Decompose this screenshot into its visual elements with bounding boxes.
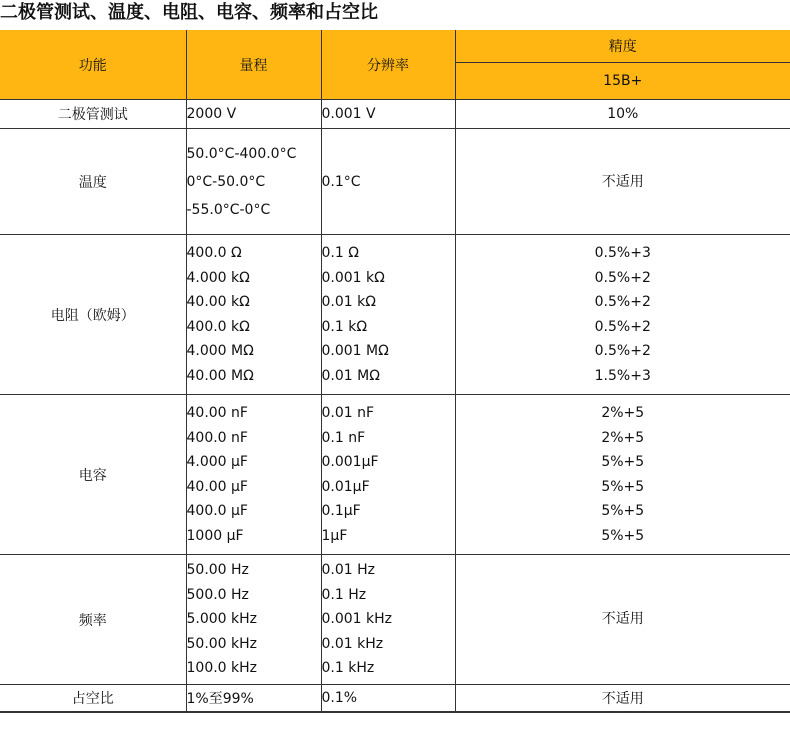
header-model: 15B+ — [455, 63, 790, 100]
resolution-value: 0.01 kHz — [321, 635, 384, 652]
accuracy-value: 不适用 — [601, 173, 644, 190]
resolution-value: 0.1% — [321, 690, 358, 706]
page-title: 二极管测试、温度、电阻、电容、频率和占空比 — [0, 2, 378, 23]
range-value: 40.00 µF — [186, 478, 248, 495]
resolution-value: 0.1µF — [321, 503, 361, 519]
accuracy-value: 0.5%+3 — [594, 245, 651, 261]
function-cell: 温度 — [0, 129, 186, 235]
range-value: 0°C-50.0°C — [186, 173, 266, 190]
resolution-value: 0.1 Hz — [321, 586, 367, 603]
range-value: 1000 µF — [186, 527, 244, 544]
resolution-value: 0.01µF — [321, 478, 370, 495]
resolution-value: 0.1 kHz — [321, 660, 375, 677]
resolution-value: 0.1°C — [321, 173, 361, 190]
range-value: 500.0 Hz — [186, 586, 249, 603]
range-value: 40.00 kΩ — [186, 294, 250, 310]
resolution-value: 0.1 kΩ — [321, 318, 368, 335]
range-value: 2000 V — [186, 106, 237, 122]
accuracy-value: 不适用 — [601, 611, 644, 628]
range-value: 1%至99% — [186, 691, 254, 707]
accuracy-value: 2%+5 — [601, 405, 645, 421]
accuracy-value: 不适用 — [601, 691, 644, 707]
header-range: 量程 — [186, 30, 321, 100]
range-value: 4.000 µF — [186, 454, 248, 470]
range-value: 5.000 kHz — [186, 611, 258, 628]
range-value: 400.0 kΩ — [186, 318, 250, 335]
table-row — [0, 129, 790, 235]
accuracy-value: 0.5%+2 — [594, 294, 651, 310]
range-value: 40.00 nF — [186, 405, 248, 421]
resolution-value: 0.01 nF — [321, 405, 375, 421]
accuracy-value: 5%+5 — [601, 478, 645, 495]
resolution-value: 0.001 MΩ — [321, 343, 389, 359]
resolution-value: 0.01 MΩ — [321, 367, 380, 384]
resolution-value: 0.1 nF — [321, 429, 366, 446]
range-value: 50.0°C-400.0°C — [186, 145, 297, 162]
resolution-value: 0.001 kHz — [321, 611, 393, 628]
accuracy-value: 10% — [607, 106, 639, 122]
resolution-value: 0.001µF — [321, 454, 379, 470]
resolution-value: 0.1 Ω — [321, 245, 359, 261]
accuracy-value: 0.5%+2 — [594, 343, 651, 359]
resolution-value: 0.01 Hz — [321, 562, 375, 579]
range-value: 400.0 µF — [186, 503, 248, 519]
range-value: 50.00 kHz — [186, 635, 258, 652]
table-row — [0, 235, 790, 395]
range-value: 4.000 kΩ — [186, 269, 250, 286]
accuracy-value: 5%+5 — [601, 454, 645, 470]
range-value: 50.00 Hz — [186, 562, 249, 579]
spec-table — [0, 30, 790, 713]
resolution-value: 0.001 V — [321, 106, 376, 122]
table-row — [0, 100, 790, 129]
header-resolution: 分辨率 — [321, 30, 455, 100]
accuracy-value: 5%+5 — [601, 503, 645, 519]
range-value: 4.000 MΩ — [186, 343, 254, 359]
table-row — [0, 555, 790, 685]
header-accuracy: 精度 — [455, 30, 790, 63]
accuracy-value: 5%+5 — [601, 527, 645, 544]
accuracy-value: 1.5%+3 — [594, 367, 651, 384]
accuracy-value: 0.5%+2 — [594, 269, 651, 286]
range-value: 100.0 kHz — [186, 660, 258, 677]
function-cell: 频率 — [0, 555, 186, 685]
range-value: -55.0°C-0°C — [186, 201, 271, 218]
resolution-value: 0.001 kΩ — [321, 269, 385, 286]
table-row — [0, 685, 790, 713]
function-cell: 二极管测试 — [0, 100, 186, 129]
accuracy-value: 0.5%+2 — [594, 318, 651, 335]
table-row — [0, 395, 790, 555]
accuracy-value: 2%+5 — [601, 429, 645, 446]
resolution-value: 1µF — [321, 527, 348, 544]
resolution-value: 0.01 kΩ — [321, 294, 376, 310]
range-value: 40.00 MΩ — [186, 367, 254, 384]
range-value: 400.0 nF — [186, 429, 248, 446]
range-value: 400.0 Ω — [186, 245, 242, 261]
header-function: 功能 — [0, 30, 186, 100]
function-cell: 电阻（欧姆） — [0, 235, 186, 395]
function-cell: 电容 — [0, 395, 186, 555]
function-cell: 占空比 — [0, 685, 186, 713]
